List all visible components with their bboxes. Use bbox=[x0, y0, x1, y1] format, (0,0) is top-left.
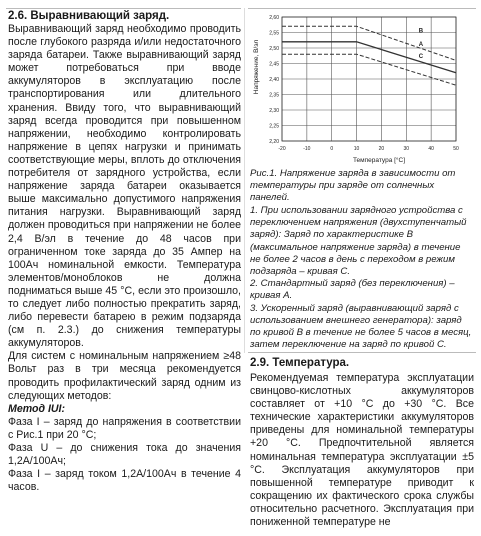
paragraph-temperature: Рекомендуемая температура эксплуатации свинцово-кислотных аккумуляторов составляет от +10 °С до +30 °С. Все технические характеристики аккумуляторов приведены для номинальной температуры +20 °С. Предпочтительной является номинальная температура эксплуатации ±5 °С. Эксплуатация аккумуляторов при повышенной температуре приводит к сокращению их фактического срока службы относительно расчетного. Эксплуатация при пониженной температуре не bbox=[250, 372, 474, 529]
phase-1: Фаза I – заряд до напряжения в соответствии с Рис.1 при 20 °С; bbox=[8, 415, 241, 441]
y-tick-label: 2,55 bbox=[269, 30, 279, 37]
y-tick-label: 2,60 bbox=[269, 15, 279, 21]
y-tick-label: 2,40 bbox=[269, 77, 279, 83]
y-tick-label: 2,45 bbox=[269, 61, 279, 68]
note-2: 2. Стандартный заряд (без переключения) – кривая А. bbox=[250, 278, 455, 302]
series-line-b bbox=[282, 26, 456, 60]
left-column bbox=[8, 0, 241, 494]
x-tick-label: 40 bbox=[428, 146, 434, 152]
left-body bbox=[8, 23, 241, 403]
section-heading-equalizing: 2.6. Выравнивающий заряд. bbox=[8, 10, 170, 22]
method-heading: Метод IUI: bbox=[8, 402, 66, 415]
x-tick-label: 30 bbox=[403, 146, 410, 152]
x-tick-label: -10 bbox=[303, 146, 311, 152]
chart-svg bbox=[248, 9, 474, 167]
y-axis-label: Напряжение, В/эл bbox=[253, 39, 260, 95]
y-tick-label: 2,20 bbox=[269, 139, 279, 145]
voltage-chart bbox=[248, 9, 474, 167]
section-heading-temperature: 2.9. Температура. bbox=[250, 357, 350, 369]
x-tick-label: 0 bbox=[330, 146, 334, 152]
series-line-c bbox=[282, 54, 456, 85]
column-divider bbox=[244, 8, 245, 353]
paragraph-prophylactic: Для систем с номинальным напряжением ≥48 Вольт раз в три месяца рекомендуется проводить профилактический заряд одним из следующих методов: bbox=[8, 350, 241, 402]
phases bbox=[8, 416, 241, 495]
series-line-a bbox=[282, 42, 456, 73]
x-tick-label: -20 bbox=[278, 146, 286, 152]
figure-caption: Рис.1. Напряжение заряда в зависимости от температуры при заряде от солнечных панелей. bbox=[250, 168, 456, 204]
chart-notes bbox=[250, 205, 472, 351]
x-tick-label: 50 bbox=[453, 146, 459, 152]
series-label-c: C bbox=[418, 54, 424, 61]
phase-3: Фаза I – заряд током 1,2А/100Ач в течение 4 часов. bbox=[8, 468, 241, 494]
section-divider bbox=[248, 352, 476, 353]
temperature-section bbox=[250, 356, 474, 529]
x-axis-label: Температура [°C] bbox=[352, 157, 406, 164]
x-tick-label: 10 bbox=[353, 146, 360, 152]
y-tick-label: 2,50 bbox=[269, 46, 279, 52]
y-tick-label: 2,25 bbox=[269, 123, 279, 130]
phase-2: Фаза U – до снижения тока до значения 1,2А/100Ач; bbox=[8, 442, 241, 468]
series-label-a: A bbox=[418, 41, 424, 48]
paragraph-equalizing: Выравнивающий заряд необходимо проводить после глубокого разряда и/или недостаточного заряда батареи. Также выравнивающий заряд может потребоваться при вводе аккумуляторов в эксплуатацию после транспортирования или длительного хранения. Ввиду того, что выравнивающий заряд всегда проводится при повышенном напряжении, необходимо контролировать напряжение в цепях нагрузки и принимать соответствующие меры, вплоть до отключения потребителя от зарядного устройства, если напряжение заряда батареи оказывается выше максимально допустимого напряжения питания нагрузки. Выравнивающий заряд должен проводиться при напряжении не более 2,4 В/эл в течение до 48 часов при ограниченном токе заряда до 35 Ампер на 100Ач номинальной емкости. Температура элементов/моноблоков не должна подниматься выше 45 °С, если это произошло, то следует либо полностью прекратить заряд, либо перевести батарею в режим подзаряда (см п. 2.3.) до снижения температуры аккумуляторов. bbox=[8, 23, 241, 350]
series-label-b: B bbox=[418, 28, 424, 35]
y-tick-label: 2,30 bbox=[269, 108, 279, 114]
y-tick-label: 2,35 bbox=[269, 92, 279, 99]
note-3: 3. Ускоренный заряд (выравнивающий заряд с использованием внешнего генератора): заряд по кривой B в течение не более 5 часов в месяц, затем переключение на заряд по кривой С. bbox=[250, 302, 472, 351]
note-1: 1. При использовании зарядного устройства с переключением напряжения (двухступенчатый заряд): Заряд по характеристике B (максимальное напряжение заряда) в течение не более 2 часов в день с переходом в режим подзаряда – кривая С. bbox=[250, 205, 467, 278]
x-tick-label: 20 bbox=[378, 146, 385, 152]
